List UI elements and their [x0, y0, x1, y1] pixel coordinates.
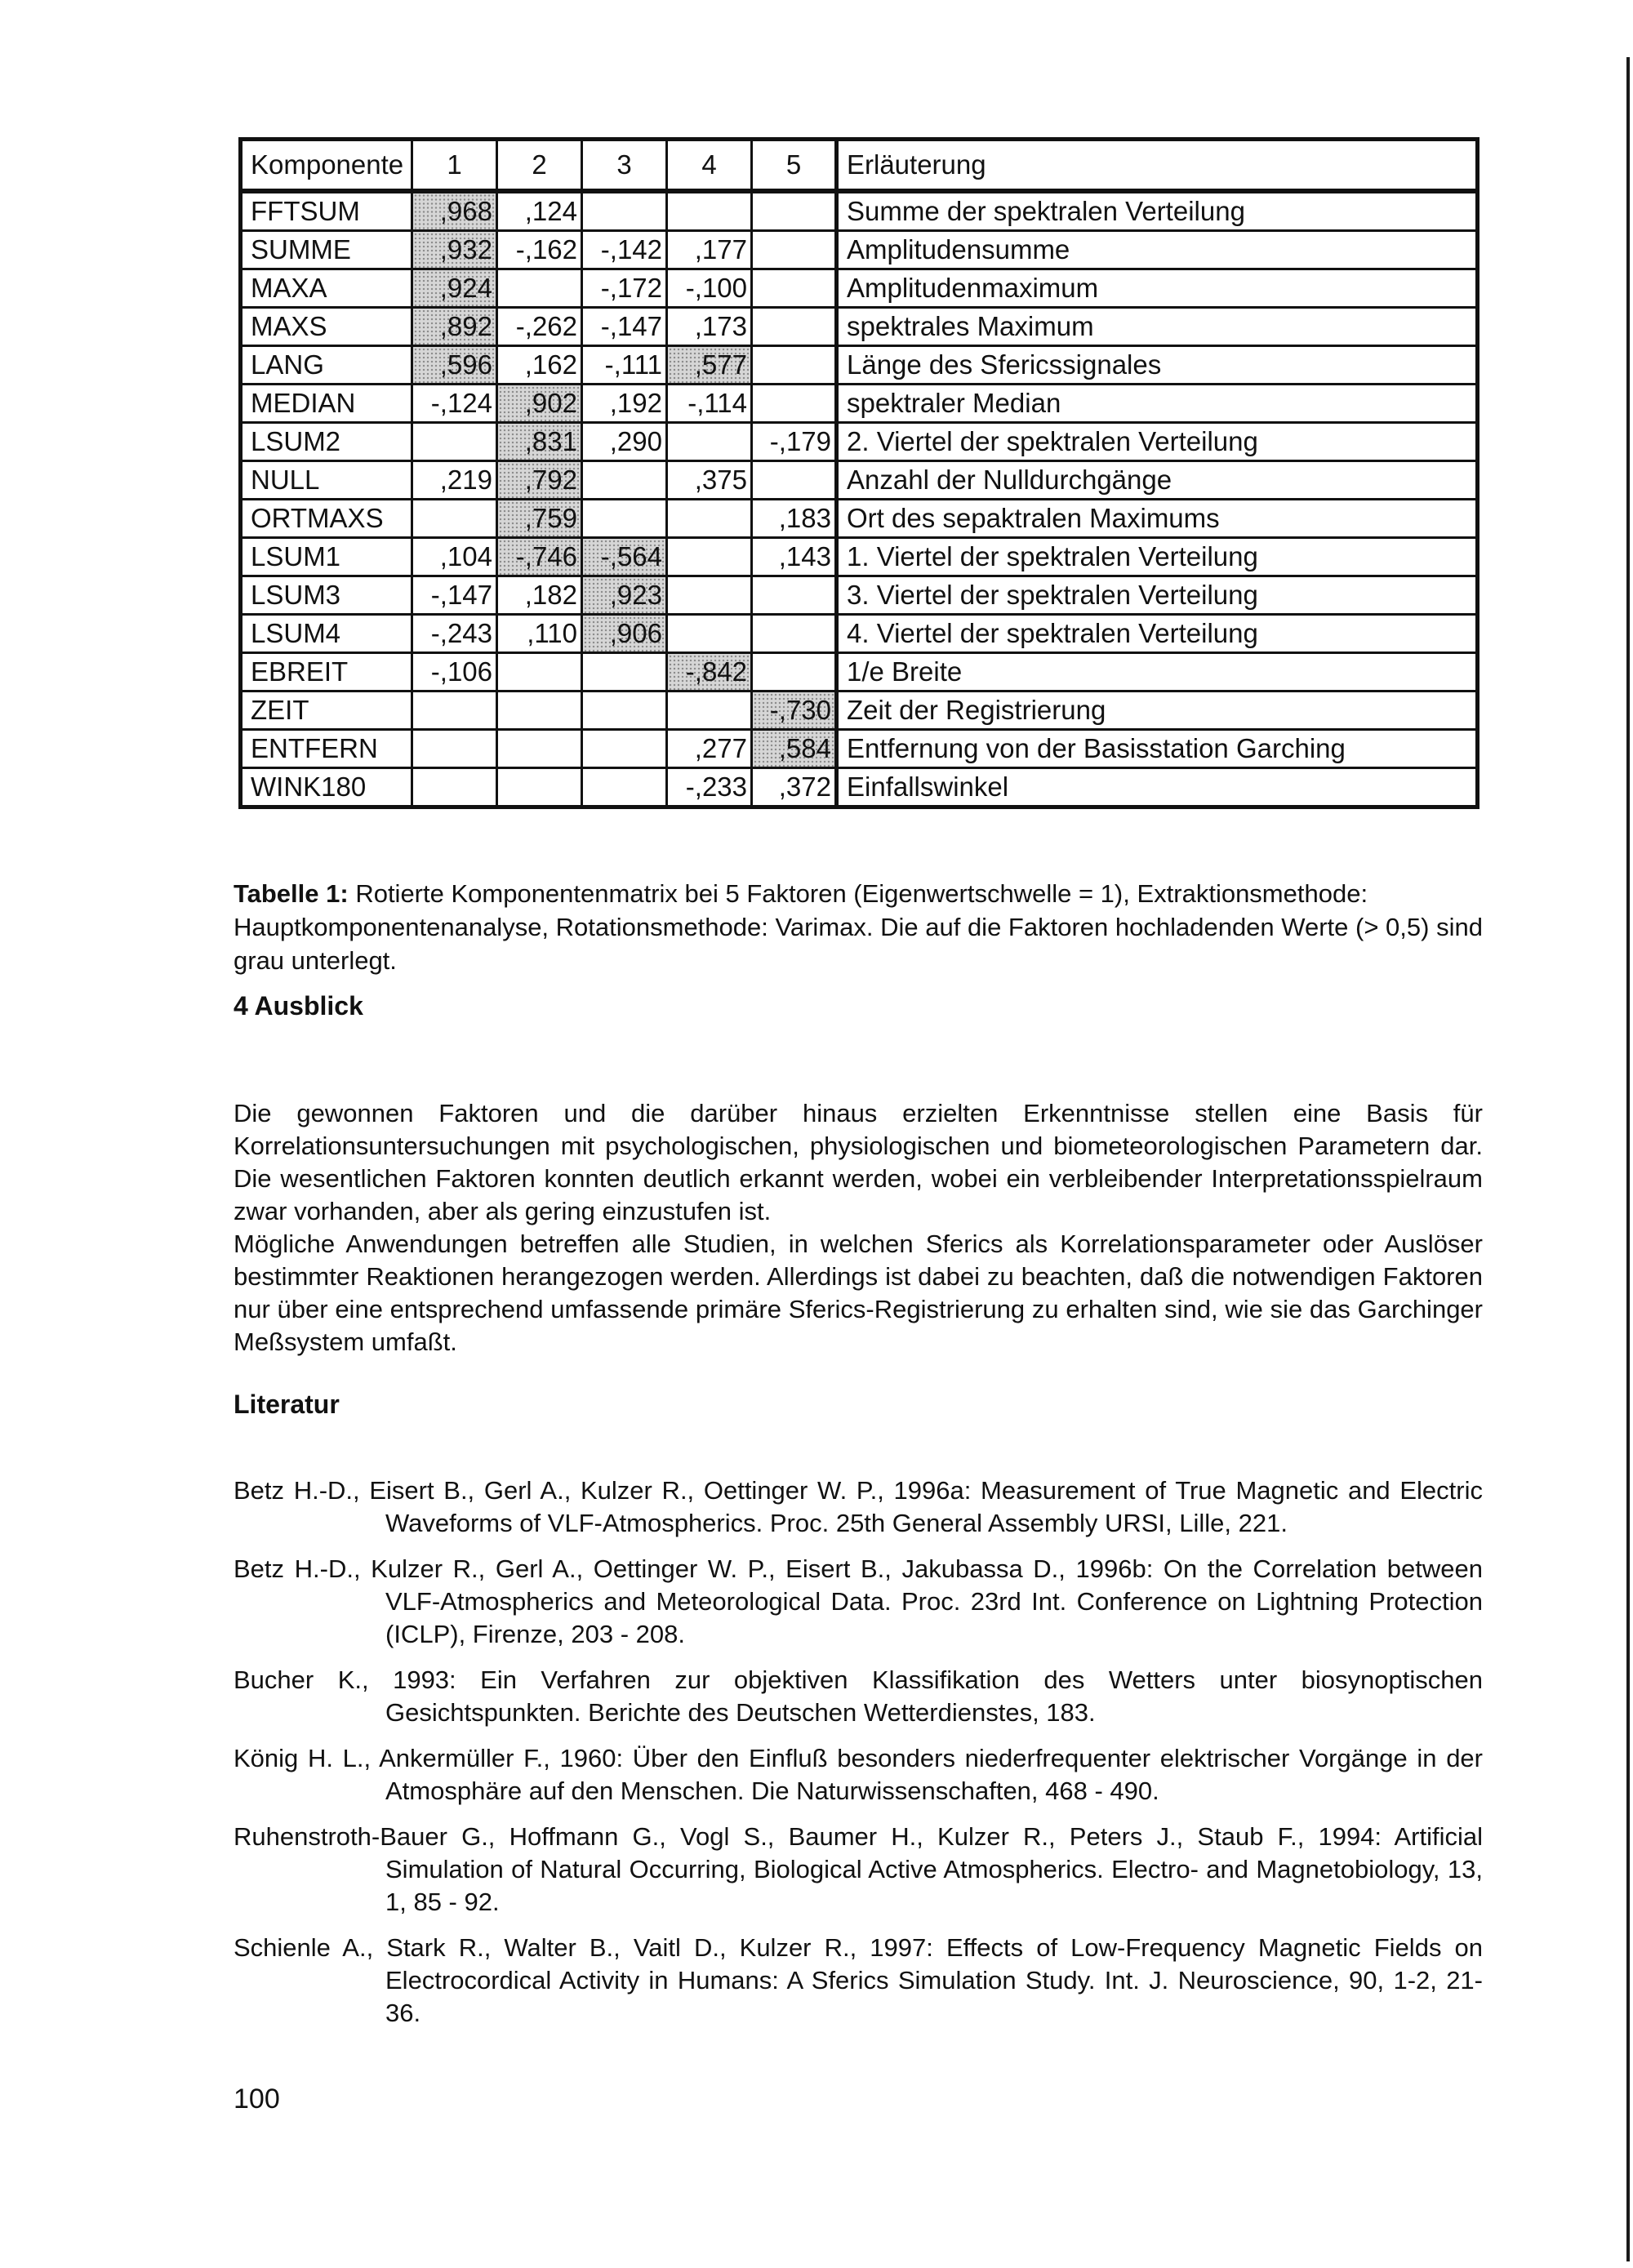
loading-factor-3	[582, 500, 667, 538]
reference-item: König H. L., Ankermüller F., 1960: Über den Einfluß besonders niederfrequenter elektrischer Vorgänge in der Atmosphäre auf den Menschen. Die Naturwissenschaften, 468 - 490.	[234, 1744, 1483, 1805]
variable-name: MEDIAN	[241, 385, 412, 423]
loading-factor-4: -,233	[667, 768, 752, 807]
loading-factor-5: -,730	[752, 692, 837, 730]
header-factor-4: 4	[667, 140, 752, 192]
variable-description: spektraler Median	[837, 385, 1478, 423]
variable-name: ORTMAXS	[241, 500, 412, 538]
loading-factor-5	[752, 615, 837, 653]
loading-factor-5	[752, 191, 837, 231]
variable-name: LSUM1	[241, 538, 412, 576]
variable-description: Länge des Sfericssignales	[837, 346, 1478, 385]
variable-name: LSUM2	[241, 423, 412, 461]
component-matrix-table	[238, 137, 1479, 809]
loading-factor-2: ,792	[497, 461, 582, 500]
loading-factor-5	[752, 385, 837, 423]
variable-description: spektrales Maximum	[837, 308, 1478, 346]
variable-name: NULL	[241, 461, 412, 500]
loading-factor-3: ,906	[582, 615, 667, 653]
references-heading: Literatur	[234, 1390, 340, 1419]
loading-factor-3: ,923	[582, 576, 667, 615]
loading-factor-1	[412, 500, 497, 538]
loading-factor-1	[412, 768, 497, 807]
loading-factor-1: ,104	[412, 538, 497, 576]
table-row	[241, 653, 1478, 692]
variable-description: 4. Viertel der spektralen Verteilung	[837, 615, 1478, 653]
component-matrix-table-wrap	[238, 137, 1479, 809]
variable-description: Entfernung von der Basisstation Garching	[837, 730, 1478, 768]
reference-item: Ruhenstroth-Bauer G., Hoffmann G., Vogl S., Baumer H., Kulzer R., Peters J., Staub F., 1994: Artificial Simulation of Natural Occurring, Biological Active Atmospherics. Electro- and Magnetobiology, 13, 1, 85 - 92.	[234, 1822, 1483, 1916]
paragraph: Mögliche Anwendungen betreffen alle Studien, in welchen Sferics als Korrelationsparameter oder Auslöser bestimmter Reaktionen herangezogen werden. Allerdings ist dabei zu beachten, daß die notwendigen Faktoren nur über eine entsprechend umfassende primäre Sferics-Registrierung zu erhalten sind, wie sie das Garchinger Meßsystem umfaßt.	[234, 1230, 1483, 1356]
loading-factor-3	[582, 191, 667, 231]
header-component: Komponente	[241, 140, 412, 192]
loading-factor-1	[412, 423, 497, 461]
table-row	[241, 231, 1478, 269]
loading-factor-2: ,124	[497, 191, 582, 231]
variable-description: 1/e Breite	[837, 653, 1478, 692]
loading-factor-4	[667, 538, 752, 576]
variable-description: 1. Viertel der spektralen Verteilung	[837, 538, 1478, 576]
loading-factor-2	[497, 768, 582, 807]
loading-factor-2	[497, 269, 582, 308]
table-header-row	[241, 140, 1478, 192]
loading-factor-4	[667, 576, 752, 615]
loading-factor-3	[582, 461, 667, 500]
loading-factor-1	[412, 730, 497, 768]
variable-description: Amplitudenmaximum	[837, 269, 1478, 308]
loading-factor-4	[667, 423, 752, 461]
variable-description: 3. Viertel der spektralen Verteilung	[837, 576, 1478, 615]
header-factor-3: 3	[582, 140, 667, 192]
loading-factor-3: -,142	[582, 231, 667, 269]
loading-factor-5	[752, 346, 837, 385]
table-row	[241, 500, 1478, 538]
table-row	[241, 692, 1478, 730]
table-row	[241, 768, 1478, 807]
loading-factor-4: -,842	[667, 653, 752, 692]
variable-name: EBREIT	[241, 653, 412, 692]
table-row	[241, 461, 1478, 500]
reference-list	[234, 1474, 1483, 2043]
loading-factor-4	[667, 191, 752, 231]
loading-factor-1: ,892	[412, 308, 497, 346]
loading-factor-3: -,147	[582, 308, 667, 346]
reference-item: Bucher K., 1993: Ein Verfahren zur objektiven Klassifikation des Wetters unter biosynoptischen Gesichtspunkten. Berichte des Deutschen Wetterdienstes, 183.	[234, 1665, 1483, 1727]
variable-name: ENTFERN	[241, 730, 412, 768]
loading-factor-2	[497, 692, 582, 730]
loading-factor-5: -,179	[752, 423, 837, 461]
loading-factor-4: -,100	[667, 269, 752, 308]
loading-factor-1	[412, 692, 497, 730]
reference-item: Betz H.-D., Kulzer R., Gerl A., Oettinger W. P., Eisert B., Jakubassa D., 1996b: On the Correlation between VLF-Atmospherics and Meteorological Data. Proc. 23rd Int. Conference on Lightning Protection (ICLP), Firenze, 203 - 208.	[234, 1554, 1483, 1648]
header-factor-5: 5	[752, 140, 837, 192]
table-body	[241, 191, 1478, 807]
table-row	[241, 730, 1478, 768]
loading-factor-3	[582, 730, 667, 768]
loading-factor-1: -,124	[412, 385, 497, 423]
loading-factor-5	[752, 576, 837, 615]
table-row	[241, 191, 1478, 231]
loading-factor-1: -,243	[412, 615, 497, 653]
scan-edge	[1626, 57, 1630, 2261]
reference-item: Betz H.-D., Eisert B., Gerl A., Kulzer R., Oettinger W. P., 1996a: Measurement of True Magnetic and Electric Waveforms of VLF-Atmospherics. Proc. 25th General Assembly URSI, Lille, 221.	[234, 1476, 1483, 1537]
caption-label: Tabelle 1:	[234, 879, 349, 908]
loading-factor-4: ,375	[667, 461, 752, 500]
loading-factor-2: ,902	[497, 385, 582, 423]
section-heading: 4 Ausblick	[234, 991, 363, 1021]
loading-factor-5	[752, 308, 837, 346]
loading-factor-3: -,111	[582, 346, 667, 385]
variable-description: Amplitudensumme	[837, 231, 1478, 269]
loading-factor-4: ,277	[667, 730, 752, 768]
variable-name: MAXS	[241, 308, 412, 346]
loading-factor-4	[667, 615, 752, 653]
table-row	[241, 385, 1478, 423]
variable-name: ZEIT	[241, 692, 412, 730]
variable-description: Einfallswinkel	[837, 768, 1478, 807]
loading-factor-3	[582, 653, 667, 692]
loading-factor-2	[497, 730, 582, 768]
variable-name: MAXA	[241, 269, 412, 308]
reference-item: Schienle A., Stark R., Walter B., Vaitl D., Kulzer R., 1997: Effects of Low-Frequency Magnetic Fields on Electrocordical Activity in Humans: A Sferics Simulation Study. Int. J. Neuroscience, 90, 1-2, 21-36.	[234, 1933, 1483, 2027]
variable-name: FFTSUM	[241, 191, 412, 231]
table-row	[241, 346, 1478, 385]
loading-factor-2: -,162	[497, 231, 582, 269]
loading-factor-2: -,746	[497, 538, 582, 576]
loading-factor-1: ,932	[412, 231, 497, 269]
loading-factor-2: ,831	[497, 423, 582, 461]
loading-factor-4: ,177	[667, 231, 752, 269]
paragraph: Die gewonnen Faktoren und die darüber hinaus erzielten Erkenntnisse stellen eine Basis für Korrelationsuntersuchungen mit psychologischen, physiologischen und biometeorologischen Parametern dar. Die wesentlichen Faktoren konnten deutlich erkannt werden, wobei ein verbleibender Interpretationsspielraum zwar vorhanden, aber als gering einzustufen ist.	[234, 1099, 1483, 1225]
header-factor-2: 2	[497, 140, 582, 192]
loading-factor-5: ,183	[752, 500, 837, 538]
loading-factor-2: ,110	[497, 615, 582, 653]
variable-description: Summe der spektralen Verteilung	[837, 191, 1478, 231]
loading-factor-2: ,162	[497, 346, 582, 385]
page-number: 100	[234, 2083, 280, 2115]
loading-factor-1: ,968	[412, 191, 497, 231]
variable-description: 2. Viertel der spektralen Verteilung	[837, 423, 1478, 461]
loading-factor-3: ,192	[582, 385, 667, 423]
table-row	[241, 538, 1478, 576]
loading-factor-4	[667, 692, 752, 730]
header-description: Erläuterung	[837, 140, 1478, 192]
table-row	[241, 576, 1478, 615]
loading-factor-5: ,584	[752, 730, 837, 768]
variable-name: WINK180	[241, 768, 412, 807]
loading-factor-5: ,143	[752, 538, 837, 576]
loading-factor-4: ,173	[667, 308, 752, 346]
loading-factor-5	[752, 653, 837, 692]
table-row	[241, 308, 1478, 346]
table-caption	[234, 877, 1483, 977]
table-row	[241, 423, 1478, 461]
loading-factor-4	[667, 500, 752, 538]
variable-name: SUMME	[241, 231, 412, 269]
loading-factor-2	[497, 653, 582, 692]
loading-factor-3: ,290	[582, 423, 667, 461]
loading-factor-1: ,596	[412, 346, 497, 385]
variable-name: LSUM4	[241, 615, 412, 653]
loading-factor-3	[582, 692, 667, 730]
loading-factor-1: ,924	[412, 269, 497, 308]
loading-factor-1: -,106	[412, 653, 497, 692]
loading-factor-5	[752, 231, 837, 269]
loading-factor-2: -,262	[497, 308, 582, 346]
loading-factor-4: -,114	[667, 385, 752, 423]
variable-description: Zeit der Registrierung	[837, 692, 1478, 730]
loading-factor-1: -,147	[412, 576, 497, 615]
loading-factor-1: ,219	[412, 461, 497, 500]
loading-factor-5	[752, 461, 837, 500]
section-body	[234, 1097, 1483, 1359]
table-row	[241, 269, 1478, 308]
caption-text: Rotierte Komponentenmatrix bei 5 Faktoren (Eigenwertschwelle = 1), Extraktionsmethode: Hauptkomponentenanalyse, Rotationsmethode: Varimax. Die auf die Faktoren hochladenden Werte (> 0,5) sind grau unterlegt.	[234, 879, 1483, 975]
loading-factor-4: ,577	[667, 346, 752, 385]
variable-name: LANG	[241, 346, 412, 385]
table-row	[241, 615, 1478, 653]
loading-factor-2: ,182	[497, 576, 582, 615]
loading-factor-3: -,172	[582, 269, 667, 308]
variable-description: Anzahl der Nulldurchgänge	[837, 461, 1478, 500]
header-factor-1: 1	[412, 140, 497, 192]
loading-factor-3	[582, 768, 667, 807]
variable-name: LSUM3	[241, 576, 412, 615]
loading-factor-5	[752, 269, 837, 308]
loading-factor-2: ,759	[497, 500, 582, 538]
loading-factor-5: ,372	[752, 768, 837, 807]
variable-description: Ort des sepaktralen Maximums	[837, 500, 1478, 538]
loading-factor-3: -,564	[582, 538, 667, 576]
